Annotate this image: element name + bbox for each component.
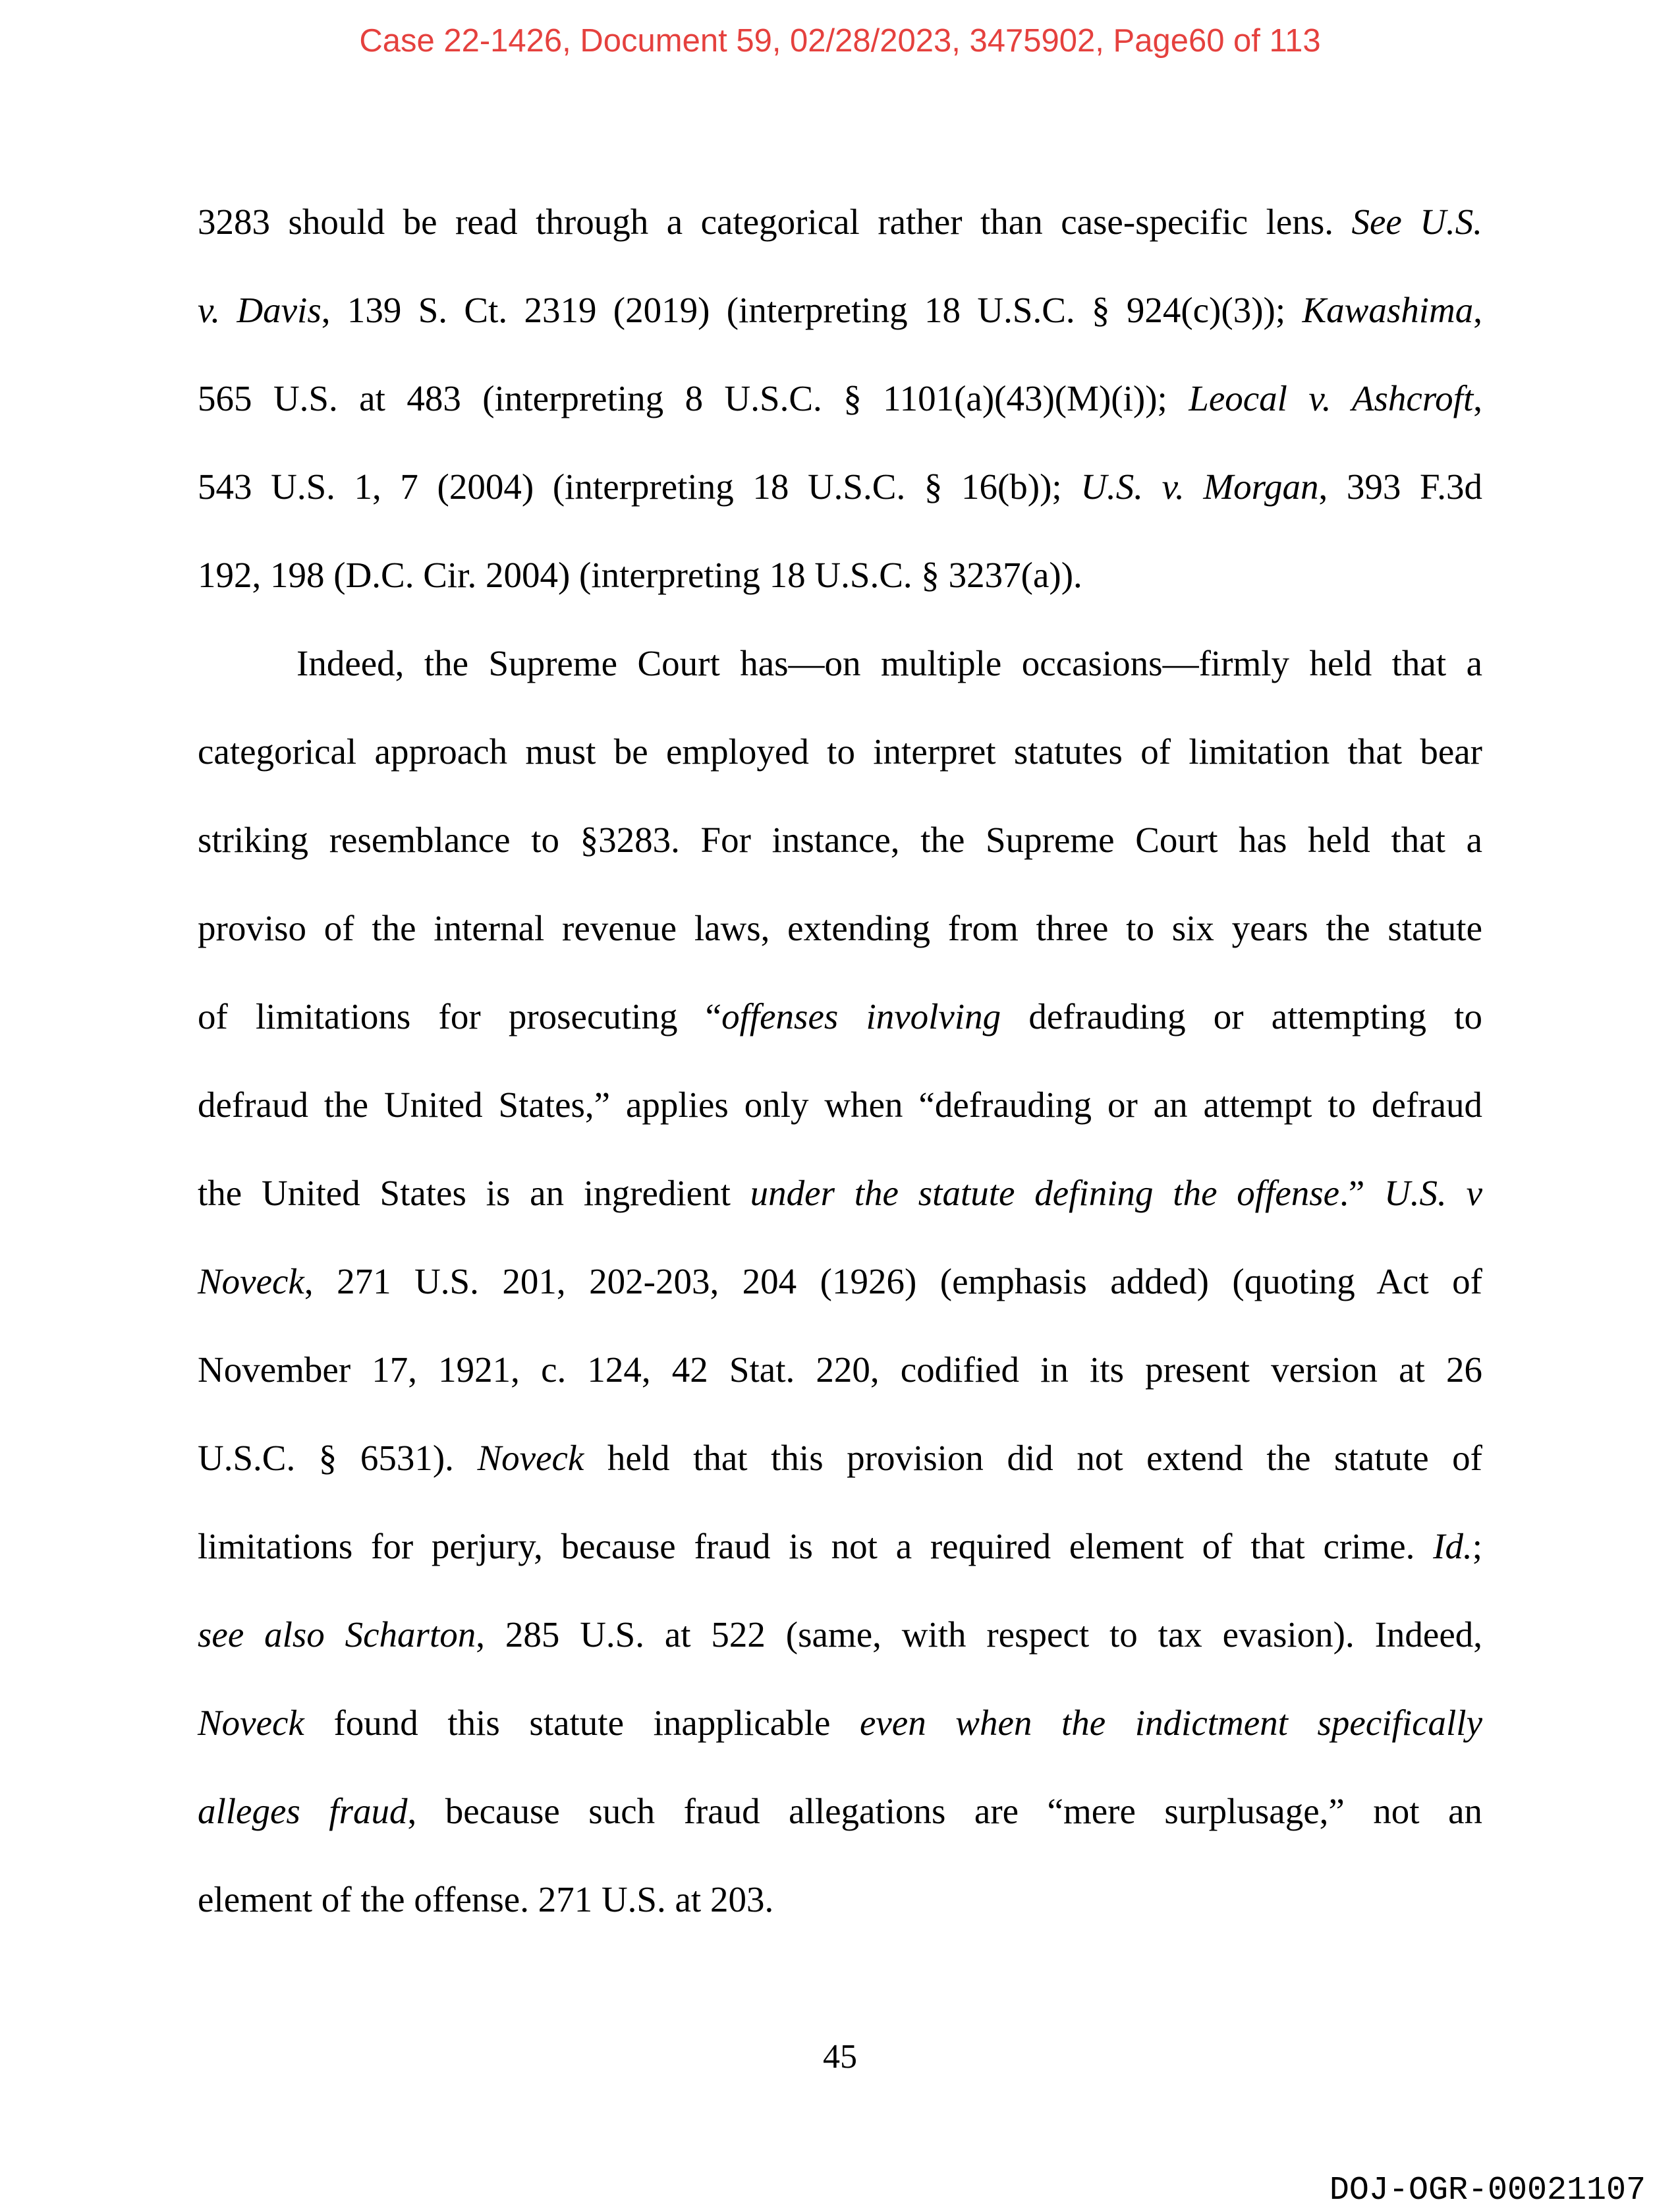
italic-text-segment: Noveck (198, 1703, 304, 1743)
text-segment: .” (1339, 1173, 1385, 1213)
text-segment: found this statute inapplicable (304, 1703, 860, 1743)
text-line (198, 1061, 1482, 1149)
text-line (198, 973, 1482, 1061)
text-segment: defraud the United States,” applies only when “defrauding or an attempt to defraud (198, 1085, 1482, 1125)
italic-text-segment: See U.S. (1351, 202, 1483, 242)
text-line (198, 1237, 1482, 1326)
text-line (198, 884, 1482, 973)
text-segment: , 285 U.S. at 522 (same, with respect to tax evasion). Indeed, (476, 1614, 1482, 1655)
italic-text-segment: see also Scharton (198, 1614, 476, 1655)
text-segment: held that this provision did not extend the statute of (584, 1438, 1482, 1478)
italic-text-segment: under the statute defining the offense (750, 1173, 1340, 1213)
text-segment: 565 U.S. at 483 (interpreting 8 U.S.C. § 1101(a)(43)(M)(i)); (198, 378, 1189, 418)
text-segment: , 271 U.S. 201, 202-203, 204 (1926) (emphasis added) (quoting Act of (304, 1261, 1482, 1301)
italic-text-segment: U.S. v (1384, 1173, 1482, 1213)
text-segment: , (1473, 290, 1482, 330)
text-line (198, 1414, 1482, 1502)
text-line (198, 708, 1482, 796)
bates-number: DOJ-OGR-00021107 (1329, 2172, 1646, 2209)
text-segment: of limitations for prosecuting “ (198, 996, 722, 1036)
text-line (198, 1502, 1482, 1591)
text-segment: striking resemblance to §3283. For instance, the Supreme Court has held that a (198, 820, 1482, 860)
text-segment: U.S.C. § 6531). (198, 1438, 478, 1478)
text-segment: Indeed, the Supreme Court has—on multiple occasions—firmly held that a (296, 643, 1482, 683)
text-segment: categorical approach must be employed to interpret statutes of limitation that bear (198, 731, 1482, 772)
text-segment: 3283 should be read through a categorical rather than case-specific lens. (198, 202, 1352, 242)
text-segment: , (1473, 378, 1482, 418)
italic-text-segment: Kawashima (1302, 290, 1474, 330)
italic-text-segment: Noveck (198, 1261, 304, 1301)
text-line (198, 443, 1482, 531)
page-number: 45 (823, 2038, 857, 2076)
text-line (198, 1856, 1482, 1944)
ecf-header-stamp: Case 22-1426, Document 59, 02/28/2023, 3475902, Page60 of 113 (359, 23, 1321, 59)
text-segment: 543 U.S. 1, 7 (2004) (interpreting 18 U.S.C. § 16(b)); (198, 467, 1081, 507)
italic-text-segment: Id. (1433, 1526, 1472, 1566)
text-segment: limitations for perjury, because fraud is not a required element of that crime. (198, 1526, 1434, 1566)
text-line (198, 266, 1482, 354)
document-body (198, 178, 1482, 1944)
italic-text-segment: Noveck (477, 1438, 584, 1478)
italic-text-segment: v. Davis (198, 290, 322, 330)
text-line (198, 1679, 1482, 1767)
text-segment: 192, 198 (D.C. Cir. 2004) (interpreting 18 U.S.C. § 3237(a)). (198, 555, 1082, 595)
text-segment: , 393 F.3d (1318, 467, 1482, 507)
italic-text-segment: offenses involving (721, 996, 1001, 1036)
text-line (198, 796, 1482, 884)
text-line (198, 1767, 1482, 1856)
text-segment: proviso of the internal revenue laws, extending from three to six years the statute (198, 908, 1482, 948)
text-segment: November 17, 1921, c. 124, 42 Stat. 220, codified in its present version at 26 (198, 1349, 1482, 1390)
italic-text-segment: alleges fraud (198, 1791, 408, 1831)
text-line (198, 619, 1482, 708)
text-line (198, 531, 1482, 619)
text-line (198, 1149, 1482, 1237)
italic-text-segment: Leocal v. Ashcroft (1189, 378, 1474, 418)
text-segment: , 139 S. Ct. 2319 (2019) (interpreting 18 U.S.C. § 924(c)(3)); (321, 290, 1302, 330)
text-line (198, 178, 1482, 266)
text-segment: ; (1472, 1526, 1482, 1566)
text-segment: , because such fraud allegations are “mere surplusage,” not an (407, 1791, 1482, 1831)
text-line (198, 1326, 1482, 1414)
italic-text-segment: even when the indictment specifically (859, 1703, 1482, 1743)
text-segment: defrauding or attempting to (1001, 996, 1482, 1036)
text-segment: the United States is an ingredient (198, 1173, 750, 1213)
text-segment: element of the offense. 271 U.S. at 203. (198, 1879, 774, 1919)
italic-text-segment: U.S. v. Morgan (1080, 467, 1319, 507)
text-line (198, 354, 1482, 443)
text-line (198, 1591, 1482, 1679)
